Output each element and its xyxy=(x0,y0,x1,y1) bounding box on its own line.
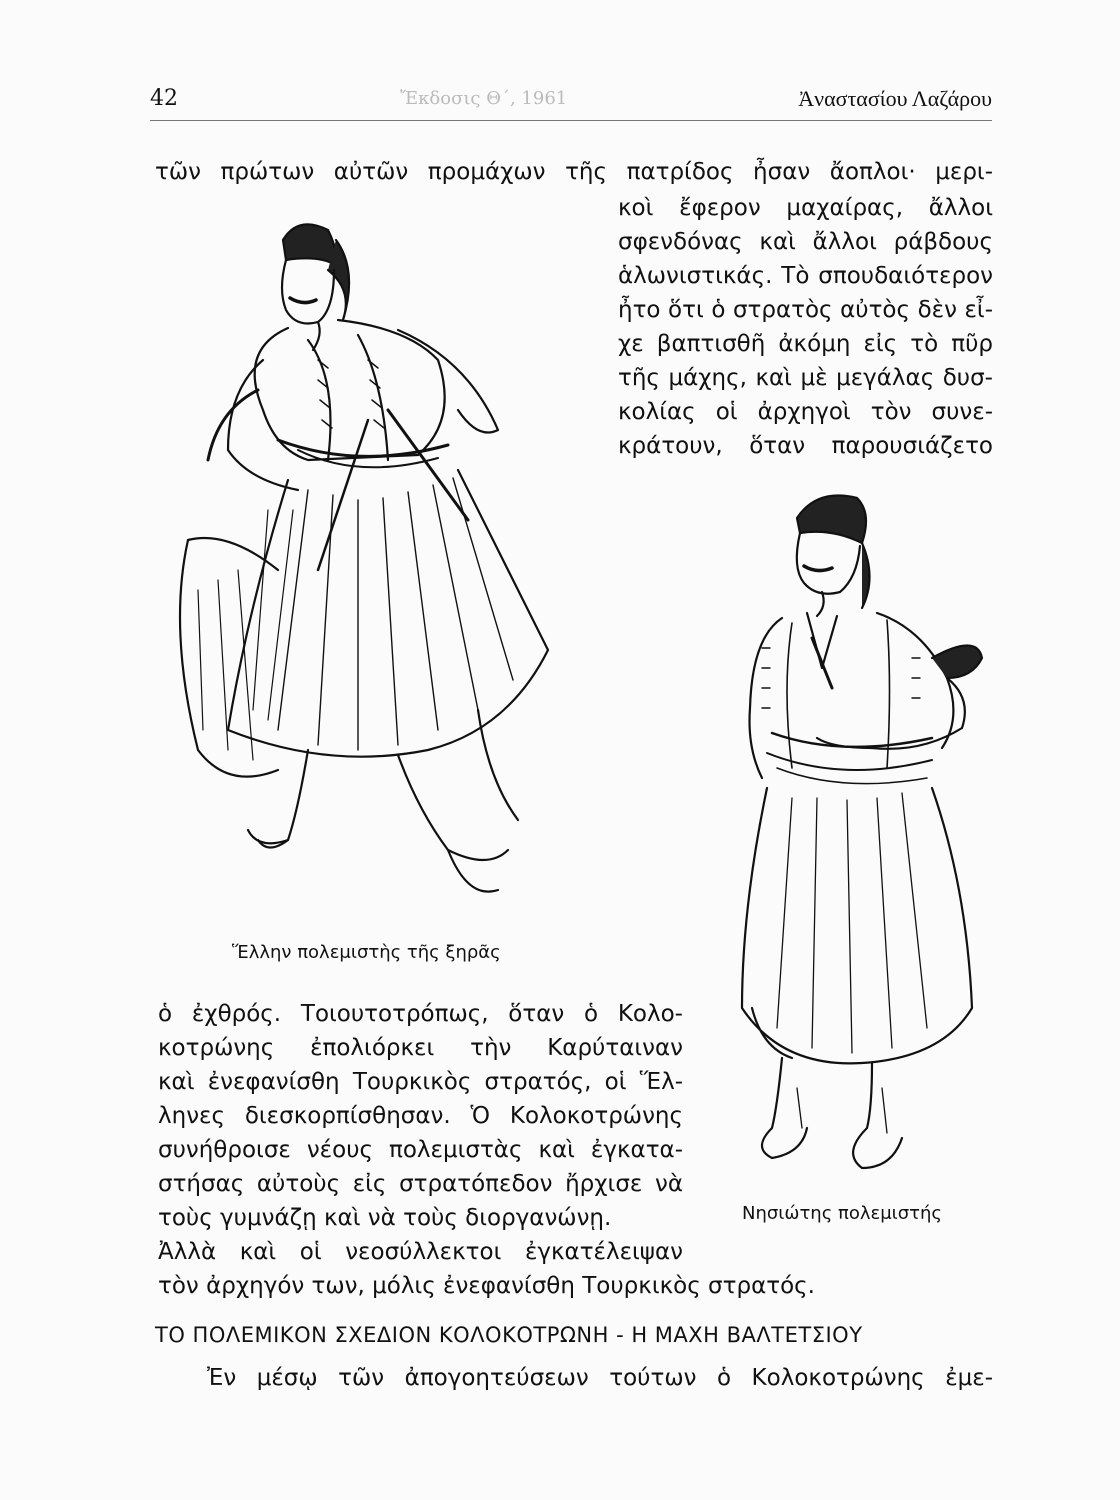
mainland-warrior-illustration xyxy=(168,210,588,900)
figure-caption-left: Ἕλλην πολεμιστὴς τῆς ξηρᾶς xyxy=(232,942,501,963)
text-line: κράτουν, ὅταν παρουσιάζετο xyxy=(618,433,993,459)
header-rule xyxy=(150,120,992,121)
text-line: σφενδόνας καὶ ἄλλοι ράβδους xyxy=(618,229,993,255)
text-line: ἦτο ὅτι ὁ στρατὸς αὐτὸς δὲν εἶ- xyxy=(618,297,993,323)
island-warrior-illustration xyxy=(722,488,1002,1178)
text-line: τῶν πρώτων αὐτῶν προμάχων τῆς πατρίδος ἦσαν ἄοπλοι· μερι- xyxy=(155,159,993,185)
bleed-through-text: Ἔκδοσις Θ΄, 1961 xyxy=(400,88,568,109)
running-head: Ἀναστασίου Λαζάρου xyxy=(798,86,992,111)
text-line: κολίας οἱ ἀρχηγοὶ τὸν συνε- xyxy=(618,399,993,425)
text-line: συνήθροισε νέους πολεμιστὰς καὶ ἐγκατα- xyxy=(158,1137,683,1163)
figure-caption-right: Νησιώτης πολεμιστής xyxy=(742,1203,942,1224)
text-line: κοὶ ἔφερον μαχαίρας, ἄλλοι xyxy=(618,195,993,221)
text-line: τοὺς γυμνάζῃ καὶ νὰ τοὺς διοργανώνῃ. xyxy=(158,1205,612,1231)
text-line: κοτρώνης ἐπολιόρκει τὴν Καρύταιναν xyxy=(158,1035,683,1061)
page-number: 42 xyxy=(150,86,178,111)
text-line: Ἀλλὰ καὶ οἱ νεοσύλλεκτοι ἐγκατέλειψαν xyxy=(158,1239,683,1265)
text-line: ἁλωνιστικάς. Τὸ σπουδαιότερον xyxy=(618,263,993,289)
text-line: τῆς μάχης, καὶ μὲ μεγάλας δυσ- xyxy=(618,365,993,391)
text-line: Ἐν μέσῳ τῶν ἀπογοητεύσεων τούτων ὁ Κολοκοτρώνης ἐμε- xyxy=(207,1365,993,1391)
text-line: στήσας αὐτοὺς εἰς στρατόπεδον ἤρχισε νὰ xyxy=(158,1171,683,1197)
text-line: χε βαπτισθῆ ἀκόμη εἰς τὸ πῦρ xyxy=(618,331,993,357)
text-line: τὸν ἀρχηγόν των, μόλις ἐνεφανίσθη Τουρκικὸς στρατός. xyxy=(158,1273,815,1299)
text-line: ληνες διεσκορπίσθησαν. Ὁ Κολοκοτρώνης xyxy=(158,1103,683,1129)
text-line: καὶ ἐνεφανίσθη Τουρκικὸς στρατός, οἱ Ἕλ- xyxy=(158,1069,683,1095)
text-line: ὁ ἐχθρός. Τοιουτοτρόπως, ὅταν ὁ Κολο- xyxy=(158,1001,683,1027)
section-heading: ΤΟ ΠΟΛΕΜΙΚΟΝ ΣΧΕΔΙΟΝ ΚΟΛΟΚΟΤΡΩΝΗ - Η ΜΑΧΗ ΒΑΛΤΕΤΣΙΟΥ xyxy=(155,1323,863,1347)
